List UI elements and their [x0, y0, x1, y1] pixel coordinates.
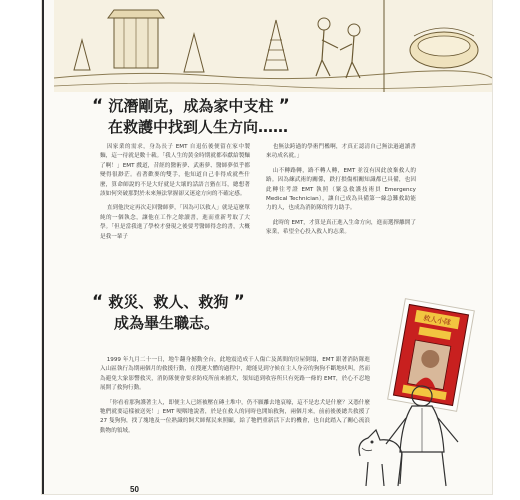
magazine-page: [42, 0, 492, 494]
top-sketch-illustration: [54, 0, 492, 92]
close-quote-mark: ”: [233, 292, 245, 312]
rescuer-with-dog-sketch: [342, 372, 492, 492]
section-heading-2: [92, 292, 342, 334]
body-column-right: [266, 143, 416, 243]
paragraph: 也無法跨過的學術門檻啊，才真正認清自己無法過過讀書來功成名就。」: [266, 144, 416, 160]
paragraph: 直到他決定再次走回醫師夢，「因為可以救人」就是這麼單純的一個執念，讓他在工作之餘讀書，進而重新考取了大學。「但是當我進了學校才發現之後要考醫師得念的書，大概是我一輩子: [100, 205, 250, 240]
heading-2-line-1: 救災、救人、救狗: [108, 293, 229, 311]
paragraph: 「你看看那狗護著主人，即便主人已經被壓在磚土堆中，仍不願離去地哀嚎，這不是忠犬是什麼？又憑什麼牠們就要這樣被送死！」EMT 哽咽地說著，於是在救人的同時也開始救狗，兩個月來，前前後後總共救援了 27 隻狗狗，找了塊地及一位熟識的飼犬師幫民來照顧，給了牠們重新活下去的機會，也自此踏入了關心流浪動物的領域。: [100, 399, 370, 434]
close-quote-mark: ”: [278, 96, 290, 116]
page-number: 50: [130, 485, 139, 494]
paragraph: 1999 年九月二十一日，地牛翻身撼動全台，此地震造成千人傷亡及萬間的房屋倒塌，EMT 跟著消防隊進入山區執行為期兩個月的救援行動，在搜運大體的過程中，總能見到守候在主人身旁的狗狗不斷地吠叫，然而為避免大象影響救災，消防隊便會要求防疫所前來捕犬，領知道到收容所只有死路一條的 EMT，於心不忍地展開了救狗行動。: [100, 357, 370, 392]
heading-2-line-2: 成為畢生職志。: [114, 314, 220, 332]
body-column-bottom: [100, 356, 370, 441]
section-heading-1: [92, 96, 432, 138]
paragraph: 山不轉路轉，路不轉人轉，EMT 並沒有因此放棄救人的路。因為練武術的關係，跌打損傷相關知識都已具備，也因此轉往考證 EMT 執照（緊急救護技術員 Emergency Medical Technician），讓自己成為具備第一線急難救助能力的人，也成為消防隊的得力助手。: [266, 167, 416, 212]
open-quote-mark: “: [92, 292, 104, 312]
page-spine-line: [42, 0, 44, 494]
body-column-left: [100, 143, 250, 247]
paragraph: 因家業的需求，身為長子 EMT 自退伍後便留在家中製麵，這一待就是數十載。「我人生的黃金時期就都奉獻給製麵了啊！」EMT 戲道，昔經的醫術夢、武術夢、醫師夢似乎都變得很渺茫。看著歡麥的雙手，他知道自己非得成就些什麼，算命師說的不是大好就是大壞的話語言猶在耳，總想著該如何突破那對於未來無法掌握卻又迷途方向的不確定感。: [100, 144, 250, 198]
open-quote-mark: “: [92, 96, 104, 116]
heading-1-line-2: 在救護中找到人生方向……: [108, 118, 289, 136]
badge-patch-text: 救人小隊: [422, 314, 452, 327]
heading-1-line-1: 沉潛剛克，成為家中支柱: [108, 97, 274, 115]
paragraph: 此時的 EMT，才算是真正進入生命方向，進而選擇離開了家業，希望全心投入救人的志業。: [266, 219, 416, 236]
